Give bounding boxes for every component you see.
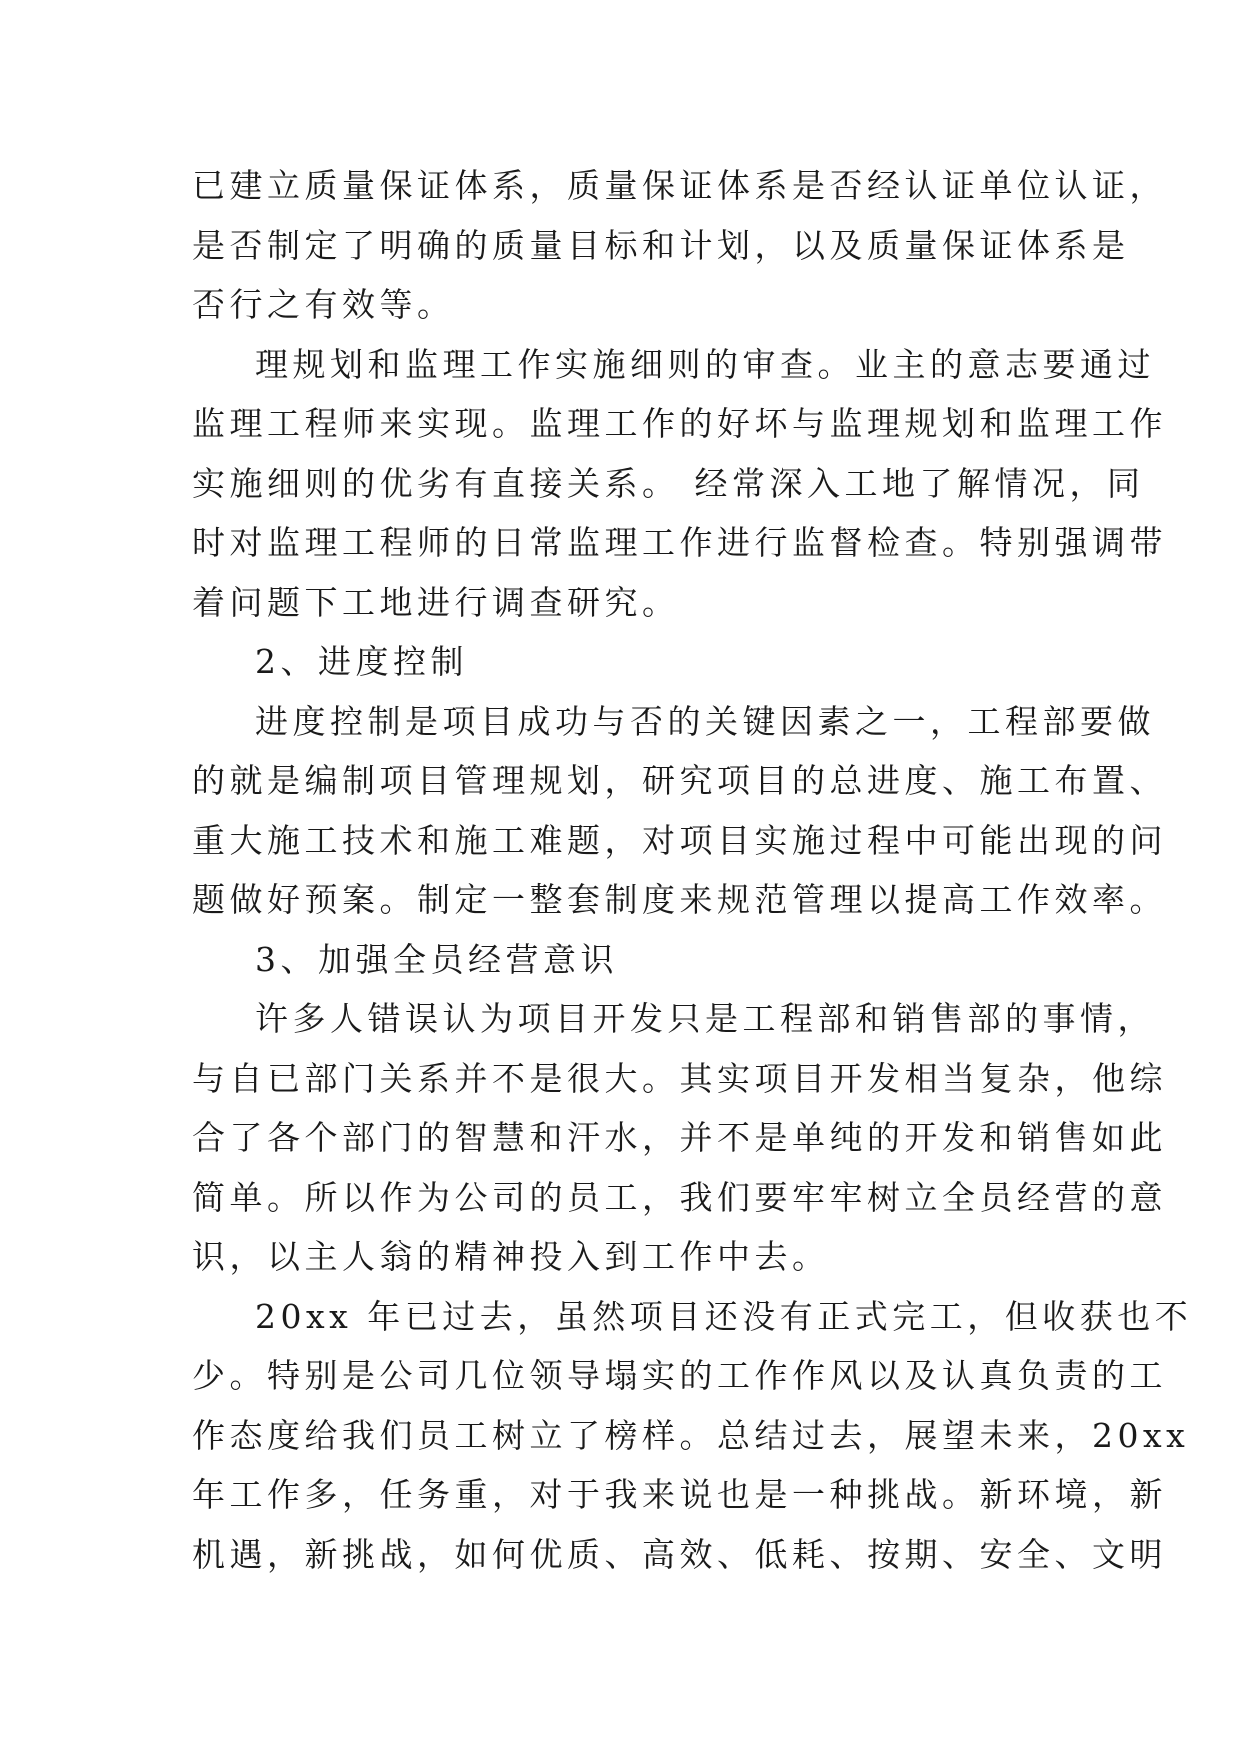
text-line: 作态度给我们员工树立了榜样。总结过去，展望未来，20xx <box>192 1415 1190 1455</box>
text-line: 2、进度控制 <box>255 642 468 681</box>
text-line: 20xx 年已过去，虽然项目还没有正式完工，但收获也不 <box>255 1296 1193 1336</box>
text-line: 重大施工技术和施工难题，对项目实施过程中可能出现的问 <box>192 820 1167 860</box>
text-line: 与自已部门关系并不是很大。其实项目开发相当复杂，他综 <box>192 1058 1167 1098</box>
document-body <box>192 156 1193 1584</box>
text-line: 监理工程师来实现。监理工作的好坏与监理规划和监理工作 <box>192 404 1167 443</box>
text-line: 时对监理工程师的日常监理工作进行监督检查。特别强调带 <box>192 523 1167 562</box>
text-line: 进度控制是项目成功与否的关键因素之一，工程部要做 <box>255 701 1155 741</box>
text-line: 的就是编制项目管理规划，研究项目的总进度、施工布置、 <box>192 761 1167 800</box>
text-line: 着问题下工地进行调查研究。 <box>192 582 680 622</box>
text-line: 实施细则的优劣有直接关系。 经常深入工地了解情况，同 <box>192 463 1145 503</box>
text-line: 机遇，新挑战，如何优质、高效、低耗、按期、安全、文明 <box>192 1534 1167 1574</box>
text-line: 合了各个部门的智慧和汗水，并不是单纯的开发和销售如此 <box>192 1118 1167 1157</box>
text-line: 否行之有效等。 <box>192 285 455 324</box>
text-line: 是否制定了明确的质量目标和计划，以及质量保证体系是 <box>192 225 1130 265</box>
text-line: 年工作多，任务重，对于我来说也是一种挑战。新环境，新 <box>192 1475 1167 1514</box>
text-line: 已建立质量保证体系，质量保证体系是否经认证单位认证， <box>192 166 1167 205</box>
text-line: 识，以主人翁的精神投入到工作中去。 <box>192 1237 830 1276</box>
text-line: 简单。所以作为公司的员工，我们要牢牢树立全员经营的意 <box>192 1177 1167 1217</box>
text-line: 3、加强全员经营意识 <box>255 939 618 979</box>
text-line: 许多人错误认为项目开发只是工程部和销售部的事情， <box>255 999 1155 1038</box>
text-line: 少。特别是公司几位领导塌实的工作作风以及认真负责的工 <box>192 1356 1167 1395</box>
text-line: 理规划和监理工作实施细则的审查。业主的意志要通过 <box>255 344 1155 384</box>
text-line: 题做好预案。制定一整套制度来规范管理以提高工作效率。 <box>192 880 1167 919</box>
